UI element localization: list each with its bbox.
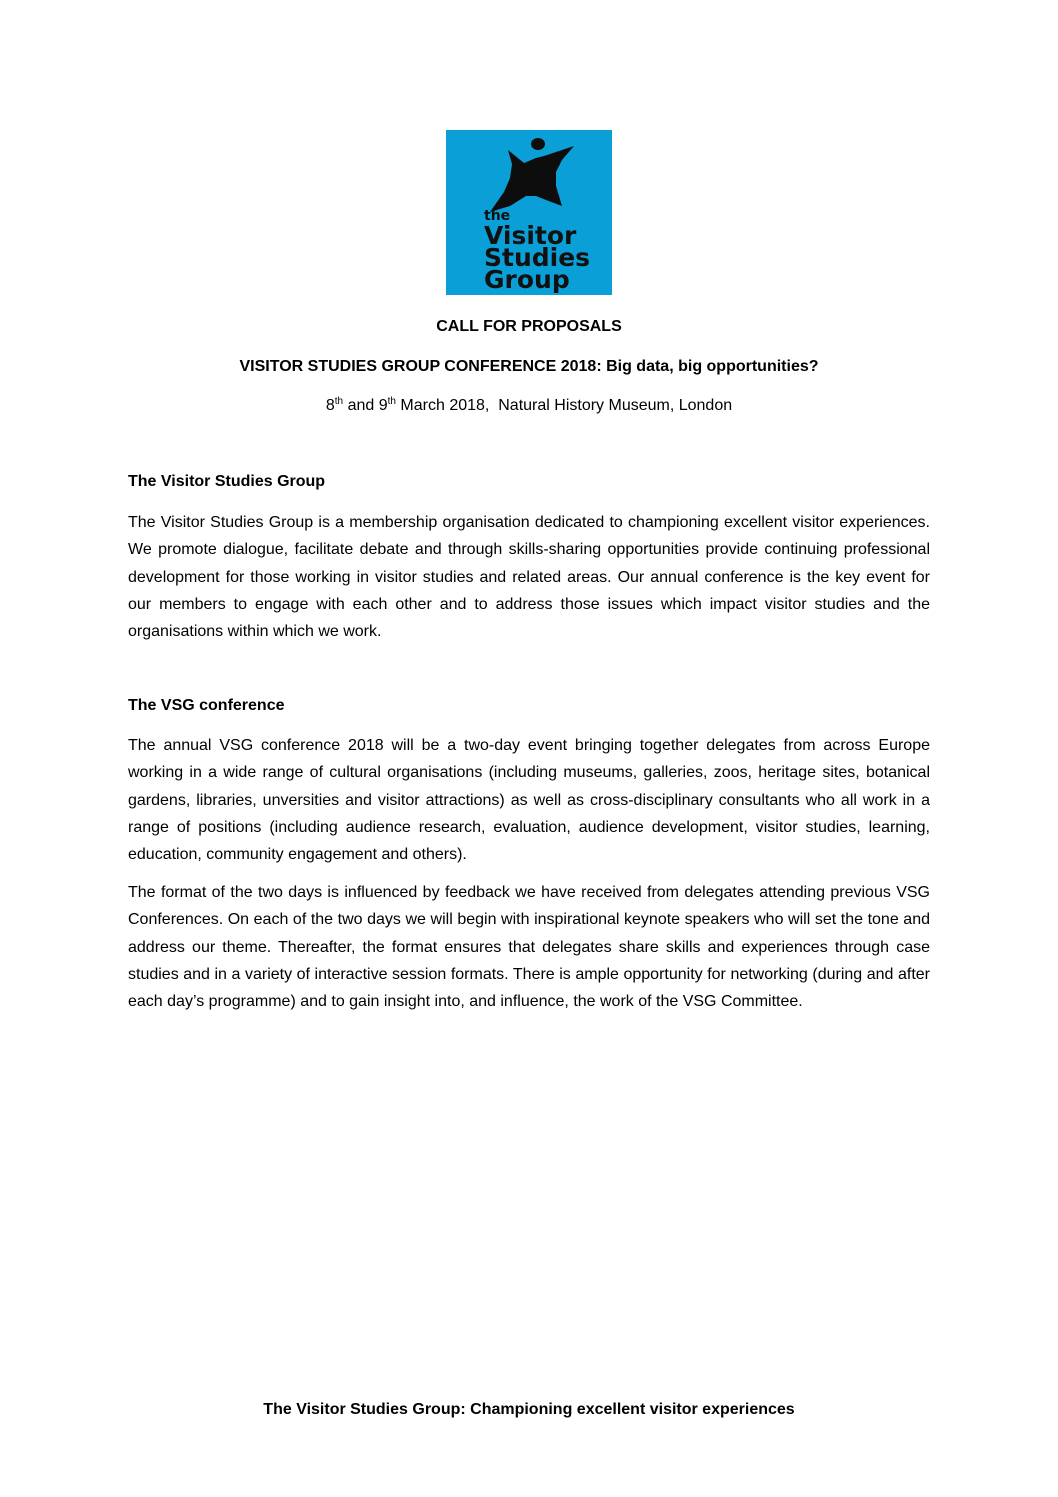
- section-heading-vsg-conference: The VSG conference: [128, 697, 285, 714]
- logo-line-visitor: Visitor: [484, 221, 577, 250]
- dates-and: and: [343, 397, 379, 414]
- dates-day1: 8: [325, 397, 335, 414]
- section-heading-visitor-studies-group: The Visitor Studies Group: [128, 473, 326, 490]
- dates-rest: March 2018, Natural History Museum, London: [395, 397, 733, 414]
- conference-title: VISITOR STUDIES GROUP CONFERENCE 2018: Big data, big opportunities?: [239, 358, 819, 375]
- paragraph-visitor-studies-group: The Visitor Studies Group is a membership organisation dedicated to championing excellent visitor experiences. We promote dialogue, facilitate debate and through skills-sharing opportunities provide continuing professional development for those working in visitor studies and related areas. Our annual conference is the key event for our members to engage with each other and to address those issues which impact visitor studies and the organisations within which we work.: [128, 514, 930, 641]
- paragraph-conference-overview: The annual VSG conference 2018 will be a two-day event bringing together delegates from across Europe working in a wide range of cultural organisations (including museums, galleries, zoos, heritage sites, botanical gardens, libraries, unversities and visitor attractions) as well as cross-disciplinary consultants who all work in a range of positions (including audience research, evaluation, audience development, visitor studies, learning, education, community engagement and others).: [128, 737, 930, 864]
- call-for-proposals-title: CALL FOR PROPOSALS: [436, 318, 622, 335]
- conference-dates: [0, 397, 1058, 415]
- dates-day2: 9: [378, 397, 388, 414]
- dates-day1-suffix: th: [334, 396, 344, 407]
- paragraph-conference-format: The format of the two days is influenced by feedback we have received from delegates attending previous VSG Conferences. On each of the two days we will begin with inspirational keynote speakers who will set the tone and address our theme. Thereafter, the format ensures that delegates share skills and experiences through case studies and in a variety of interactive session formats. There is ample opportunity for networking (during and after each day’s programme) and to gain insight into, and influence, the work of the VSG Committee.: [128, 884, 930, 1011]
- dates-day2-suffix: th: [387, 396, 396, 407]
- visitor-studies-group-logo: [446, 130, 612, 295]
- logo-line-studies: Studies: [484, 243, 591, 272]
- logo-line-group: Group: [484, 265, 570, 294]
- footer-tagline: The Visitor Studies Group: Championing excellent visitor experiences: [263, 1401, 795, 1418]
- logo-line-the: the: [484, 208, 511, 224]
